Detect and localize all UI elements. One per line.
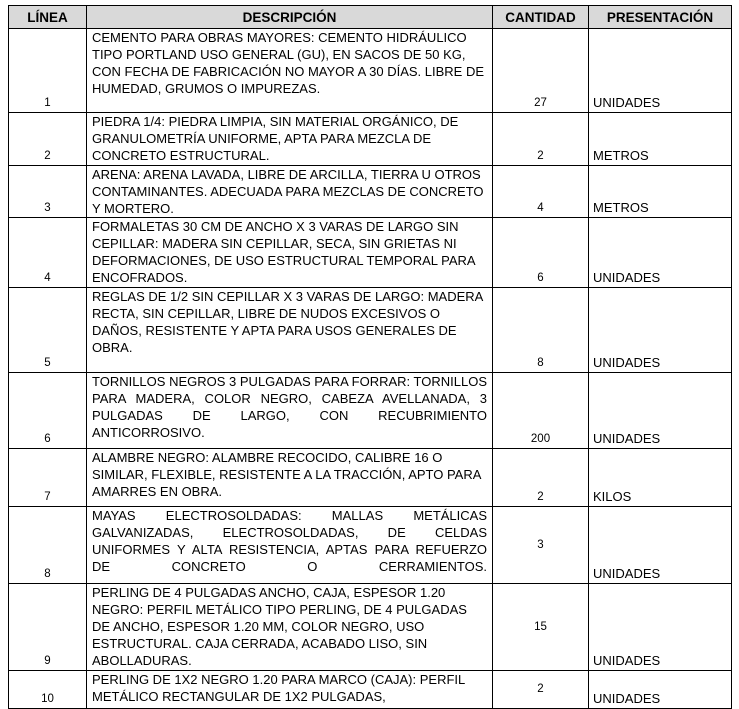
table-row [9, 507, 732, 584]
table-row [9, 165, 732, 218]
item-description: PERLING DE 1X2 NEGRO 1.20 PARA MARCO (CAJA): PERFIL METÁLICO RECTANGULAR DE 1X2 PULGADAS, [87, 670, 493, 708]
header-presentation: PRESENTACIÓN [589, 6, 732, 29]
line-number: 8 [9, 507, 87, 584]
header-line: LÍNEA [9, 6, 87, 29]
item-description: CEMENTO PARA OBRAS MAYORES: CEMENTO HIDRÁULICO TIPO PORTLAND USO GENERAL (GU), EN SACOS DE 50 KG, CON FECHA DE FABRICACIÓN NO MAYOR A 30 DÍAS. LIBRE DE HUMEDAD, GRUMOS O IMPUREZAS. [87, 29, 493, 113]
table-row [9, 288, 732, 373]
item-presentation: UNIDADES [589, 373, 732, 449]
item-description: MAYAS ELECTROSOLDADAS: MALLAS METÁLICAS GALVANIZADAS, ELECTROSOLDADAS, DE CELDAS UNIFORMES Y ALTA RESISTENCIA, APTAS PARA REFUERZO DE CONCRETO O CERRAMIENTOS. [87, 507, 493, 584]
table-row [9, 670, 732, 708]
item-presentation: UNIDADES [589, 29, 732, 113]
item-quantity: 2 [493, 670, 589, 708]
table-row [9, 449, 732, 507]
table-row [9, 113, 732, 166]
item-quantity: 27 [493, 29, 589, 113]
item-description: FORMALETAS 30 CM DE ANCHO X 3 VARAS DE LARGO SIN CEPILLAR: MADERA SIN CEPILLAR, SECA, SIN GRIETAS NI DEFORMACIONES, DE USO ESTRUCTURAL TEMPORAL PARA ENCOFRADOS. [87, 218, 493, 288]
item-quantity: 8 [493, 288, 589, 373]
table-row [9, 373, 732, 449]
item-quantity: 15 [493, 584, 589, 671]
table-row [9, 29, 732, 113]
table-row [9, 584, 732, 671]
item-description: TORNILLOS NEGROS 3 PULGADAS PARA FORRAR: TORNILLOS PARA MADERA, COLOR NEGRO, CABEZA AVELLANADA, 3 PULGADAS DE LARGO, CON RECUBRIMIENTO ANTICORROSIVO. [87, 373, 493, 449]
materials-table [8, 5, 732, 709]
item-quantity: 2 [493, 449, 589, 507]
item-quantity: 200 [493, 373, 589, 449]
line-number: 4 [9, 218, 87, 288]
item-description: PERLING DE 4 PULGADAS ANCHO, CAJA, ESPESOR 1.20 NEGRO: PERFIL METÁLICO TIPO PERLING, DE 4 PULGADAS DE ANCHO, ESPESOR 1.20 MM, COLOR NEGRO, USO ESTRUCTURAL. CAJA CERRADA, ACABADO LISO, SIN ABOLLADURAS. [87, 584, 493, 671]
item-description: ARENA: ARENA LAVADA, LIBRE DE ARCILLA, TIERRA U OTROS CONTAMINANTES. ADECUADA PARA MEZCLAS DE CONCRETO Y MORTERO. [87, 165, 493, 218]
table-row [9, 218, 732, 288]
item-quantity: 6 [493, 218, 589, 288]
item-presentation: UNIDADES [589, 584, 732, 671]
item-description: REGLAS DE 1/2 SIN CEPILLAR X 3 VARAS DE LARGO: MADERA RECTA, SIN CEPILLAR, LIBRE DE NUDOS EXCESIVOS O DAÑOS, RESISTENTE Y APTA PARA USOS GENERALES DE OBRA. [87, 288, 493, 373]
item-quantity: 4 [493, 165, 589, 218]
line-number: 9 [9, 584, 87, 671]
line-number: 7 [9, 449, 87, 507]
item-quantity: 2 [493, 113, 589, 166]
line-number: 1 [9, 29, 87, 113]
line-number: 5 [9, 288, 87, 373]
header-quantity: CANTIDAD [493, 6, 589, 29]
item-presentation: UNIDADES [589, 218, 732, 288]
item-presentation: KILOS [589, 449, 732, 507]
item-presentation: UNIDADES [589, 507, 732, 584]
table-header-row [9, 6, 732, 29]
item-description: ALAMBRE NEGRO: ALAMBRE RECOCIDO, CALIBRE 16 O SIMILAR, FLEXIBLE, RESISTENTE A LA TRACCIÓN, APTO PARA AMARRES EN OBRA. [87, 449, 493, 507]
item-presentation: UNIDADES [589, 288, 732, 373]
header-description: DESCRIPCIÓN [87, 6, 493, 29]
item-presentation: METROS [589, 165, 732, 218]
line-number: 10 [9, 670, 87, 708]
item-description: PIEDRA 1/4: PIEDRA LIMPIA, SIN MATERIAL ORGÁNICO, DE GRANULOMETRÍA UNIFORME, APTA PARA MEZCLA DE CONCRETO ESTRUCTURAL. [87, 113, 493, 166]
line-number: 3 [9, 165, 87, 218]
line-number: 2 [9, 113, 87, 166]
item-presentation: METROS [589, 113, 732, 166]
item-presentation: UNIDADES [589, 670, 732, 708]
line-number: 6 [9, 373, 87, 449]
item-quantity: 3 [493, 507, 589, 584]
